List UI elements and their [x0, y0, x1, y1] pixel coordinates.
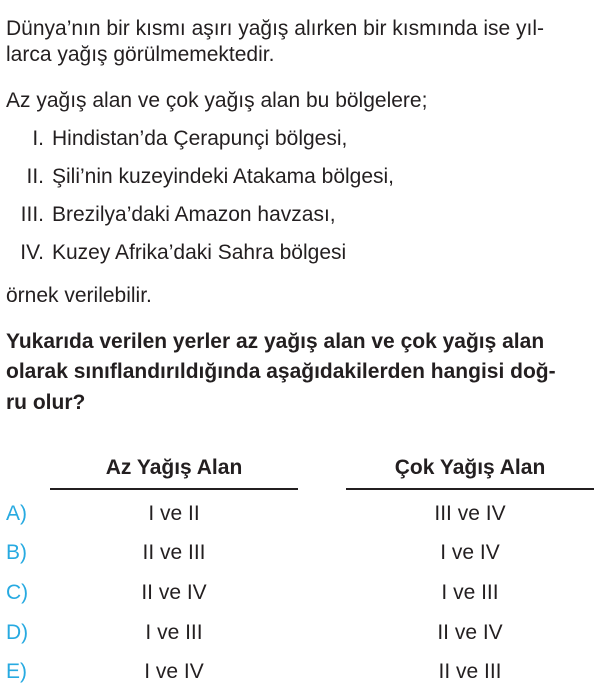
option-az-value: II ve IV: [141, 581, 207, 604]
lead-sentence: Az yağış alan ve çok yağış alan bu bölgelere;: [6, 89, 428, 112]
header-underline-cok: [346, 488, 594, 490]
list-item: [20, 241, 347, 265]
option-az-value: I ve IV: [144, 660, 204, 683]
column-header-az: Az Yağış Alan: [105, 456, 243, 479]
option-cok-value: I ve III: [441, 581, 499, 604]
list-item-text: Kuzey Afrika’daki Sahra bölgesi: [52, 241, 347, 264]
header-underline-az: [50, 488, 298, 490]
option-az-value: I ve II: [148, 502, 200, 525]
closing-sentence: örnek verilebilir.: [6, 284, 152, 307]
list-item-number: I.: [32, 127, 44, 150]
list-item-text: Hindistan’da Çerapunçi bölgesi,: [52, 127, 348, 150]
option-letter[interactable]: C): [6, 581, 29, 604]
question-line-2: olarak sınıflandırıldığında aşağıdakilerden hangisi doğ-: [6, 360, 556, 383]
intro-line-1: Dünya’nın bir kısmı aşırı yağış alırken bir kısmında ise yıl-: [6, 17, 545, 40]
option-az-value: II ve III: [142, 541, 206, 564]
question-line-1: Yukarıda verilen yerler az yağış alan ve çok yağış alan: [6, 330, 545, 353]
list-item-number: III.: [20, 203, 44, 226]
list-item: [32, 127, 348, 151]
column-header-cok: Çok Yağış Alan: [394, 456, 546, 479]
option-letter[interactable]: B): [6, 541, 27, 564]
option-az-value: I ve III: [145, 621, 203, 644]
option-cok-value: I ve IV: [440, 541, 500, 564]
list-item: [26, 165, 395, 189]
list-item-number: II.: [26, 165, 44, 188]
list-item-number: IV.: [20, 241, 44, 264]
intro-line-2: larca yağış görülmemektedir.: [6, 43, 275, 66]
question-line-3: ru olur?: [6, 391, 86, 414]
option-letter[interactable]: E): [6, 660, 27, 683]
list-item-text: Şili’nin kuzeyindeki Atakama bölgesi,: [52, 165, 395, 188]
option-cok-value: III ve IV: [434, 502, 506, 525]
option-cok-value: II ve III: [438, 660, 502, 683]
option-cok-value: II ve IV: [437, 621, 503, 644]
option-letter[interactable]: D): [6, 621, 29, 644]
list-item-text: Brezilya’daki Amazon havzası,: [52, 203, 336, 226]
list-item: [20, 203, 336, 227]
option-letter[interactable]: A): [6, 502, 27, 525]
